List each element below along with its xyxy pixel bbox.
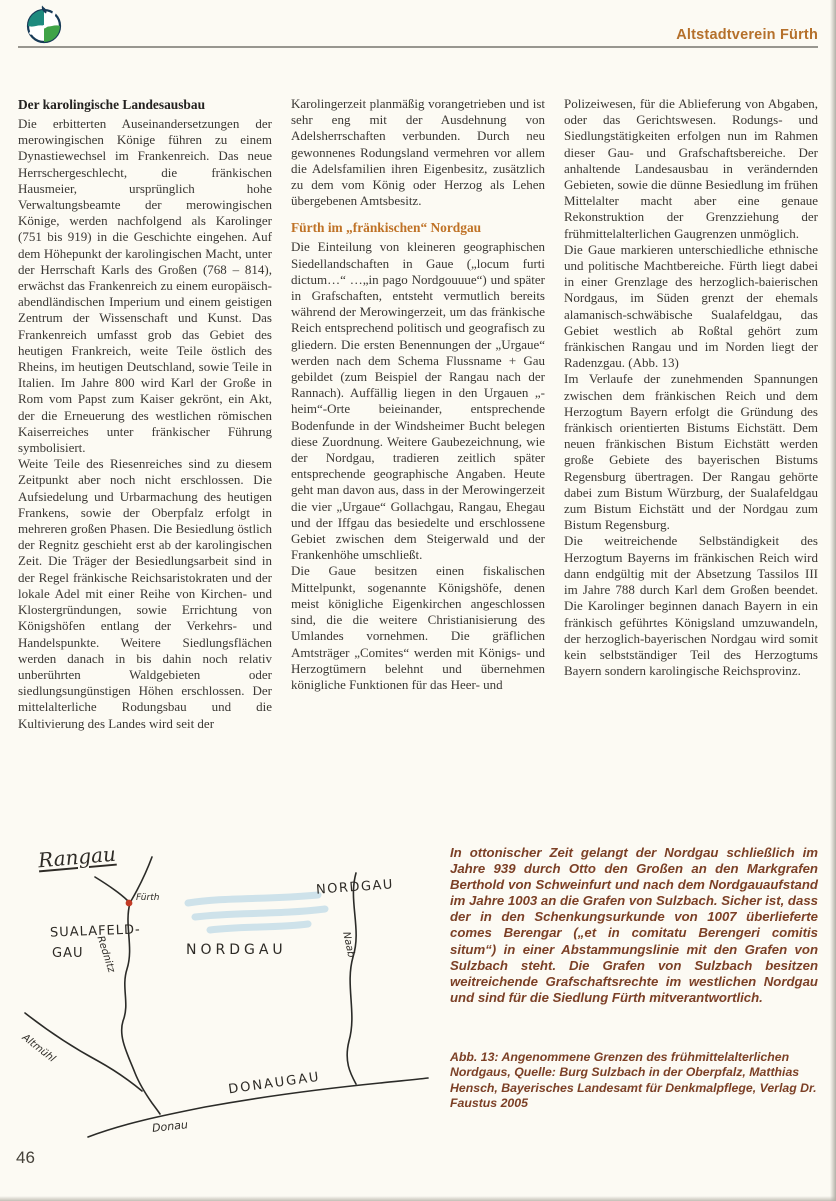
column-2 [291, 96, 545, 844]
figure-section [0, 841, 836, 1175]
body-paragraph: Weite Teile des Riesenreiches sind zu diesem Zeitpunkt aber noch nicht erschlossen. Die Aufsiedelung und Urbarmachung des heutigen Frankens, sowie der Oberpfalz erfolgt in mehreren großen Phasen. Die Besiedlung östlich der Regnitz geschieht erst ab der karolingischen Zeit. Die Träger der Besiedlungsarbeit sind in der Regel fränkische Reichsaristokraten und der lokale Adel mit einer Reihe von Kirchen- und Klostergründungen, sowie Errichtung von Königshöfen entlang der Verkehrs- und Handelspunkte. Weitere Siedlungsflächen werden danach in bis dahin noch relativ unberührten Waldgebieten oder siedlungsungünstigen Höhen erschlossen. Der mittelalterliche Rodungsbau und die Kultivierung des Landes wird seit der [18, 456, 272, 731]
page-header [0, 0, 836, 48]
historical-note: In ottonischer Zeit gelangt der Nordgau schließlich im Jahre 939 durch Otto den Großen an den Markgrafen Berthold von Schweinfurt und nach dem Nordgauaufstand im Jahre 1003 an die Grafen von Sulzbach. Sicher ist, dass der in den Schenkungsurkunde von 1007 überlieferte comes Berengar („et in comitatu Berengeri comitis situm“) in einer Abstammungslinie mit den Grafen von Sulzbach steht. Die Grafen von Sulzbach besitzen weitreichende Grafschaftsrechte im westlichen Nordgau und sind für die Siedlung Fürth mitverantwortlich. [450, 845, 818, 1005]
column-3 [564, 96, 818, 844]
section-heading-nordgau: Fürth im „fränkischen“ Nordgau [291, 220, 482, 236]
section-heading-landesausbau: Der karolingische Landesausbau [18, 97, 206, 112]
fuerth-marker-dot [126, 900, 133, 907]
river-label-rednitz: Rednitz [94, 934, 117, 974]
hand-drawn-map [20, 841, 440, 1175]
column-1 [18, 96, 272, 844]
logo-graphic [22, 4, 66, 46]
figure-sidebar [440, 845, 836, 1175]
map-figure [19, 841, 440, 1175]
river-label-altmuehl: Altmühl [19, 1032, 58, 1065]
map-label-donaugau: DONAUGAU [227, 1069, 322, 1098]
body-paragraph: Polizeiwesen, für die Ablieferung von Abgaben, oder das Gerichtswesen. Rodungs- und Siedlungstätigkeiten erfolgen nun im Rahmen dieser Gau- und Grafschaftsbereiche. Der anhaltende Landesausbau in verändernden Gebieten, sowie die dünne Besiedlung im frühen Mittelalter macht aber eine genaue Rekonstruktion der Grenzziehung der frühmittelalterlichen Gaugrenzen unmöglich. [564, 96, 818, 241]
altstadtverein-logo-icon [22, 4, 66, 46]
body-paragraph: Die Einteilung von kleineren geographischen Siedellandschaften in Gaue („locum furti dictum…“ …„in pago Nordgouuue“) und später in Grafschaften, entsteht vermutlich bereits während der Merowingerzeit, um das fränkische Reich entsprechend politisch und geografisch zu gliedern. Die ersten Benennungen der „Urgaue“ werden nach dem Schema Flussname + Gau gebildet (zum Beispiel der Rangau nach der Rannach). Auffällig liegen in den Urgauen „-heim“-Orte beieinander, entsprechende Bodenfunde in der Windsheimer Bucht belegen diese Zuordnung. Weitere Gaubezeichnung, wie der Nordgau, tradieren zeitlich später entsprechende geographische Angaben. Heute geht man davon aus, dass in der Merowingerzeit die vier „Urgaue“ Gollachgau, Rangau, Ehegau und der Iffgau das besiedelte und erschlossene Gebiet zwischen dem Steigerwald und der Frankenhöhe umschließt. [291, 239, 545, 563]
map-label-sualafeldgau-line2: GAU [52, 946, 84, 961]
map-label-fuerth: Fürth [136, 893, 160, 903]
map-label-nordgau-center: NORDGAU [186, 942, 287, 958]
river-label-naab: Naab [340, 930, 357, 959]
body-paragraph: Im Verlaufe der zunehmenden Spannungen zwischen dem fränkischen Reich und dem Herzogtum Bayern erfolgt die Gründung des fränkisch orientierten Bistums Eichstätt. Dem neuen fränkischen Bistum Eichstätt werden große Gebiete des bayerischen Bistums Regensburg übertragen. Der Rangau gehörte dabei zum Bistum Würzburg, der Sualafeldgau zum Bistum Eichstätt und der Nordgau zum Bistum Regensburg. [564, 371, 818, 533]
map-label-sualafeldgau-line1: SUALAFELD- [49, 922, 141, 941]
river-branch-west [95, 877, 128, 901]
header-divider [18, 46, 818, 48]
body-paragraph: Die weitreichende Selbständigkeit des Herzogtum Bayerns im fränkischen Reich wird dann endgültig mit der Absetzung Tassilos III im Jahre 788 durch Karl dem Großen beendet. Die Karolinger beginnen danach Bayern in ein fränkisch geführtes Königsland umzuwandeln, der herzoglich-bayerischen Nordgau wird somit kein selbstständiger Teil des Herzogtums Bayern sondern karolingische Reichsprovinz. [564, 533, 818, 679]
article-body [0, 48, 836, 844]
map-label-rangau: Rangau [37, 841, 117, 873]
body-paragraph: Die Gaue markieren unterschiedliche ethnische und politische Machtbereiche. Fürth liegt dabei in einer Grenzlage des herzoglich-baierischen Nordgaus, im Süden grenzt der ehemals alamanisch-schwäbische Sualafeldgau, das Gebiet westlich ab Roßtal gehört zum fränkischen Rangau und im Norden liegt der Radenzgau. (Abb. 13) [564, 241, 818, 371]
river-naab [347, 873, 356, 1084]
publication-title: Altstadtverein Fürth [676, 27, 818, 43]
water-shading [188, 895, 325, 930]
figure-caption: Abb. 13: Angenommene Grenzen des frühmittelalterlichen Nordgaus, Quelle: Burg Sulzbach in der Oberpfalz, Matthias Hensch, Bayerisches Landesamt für Denkmalpflege, Verlag Dr. Faustus 2005 [450, 1049, 817, 1111]
body-paragraph: Die Gaue besitzen einen fiskalischen Mittelpunkt, sogenannte Königshöfe, denen meist königliche Eigenkirchen angeschlossen sind, die die weitere Christianisierung des Umlandes vornehmen. Die gräflichen Amtsträger „Comites“ werden mit Königs- und Herzogtümern belehnt und übernehmen königliche Funktionen für das Heer- und [291, 563, 545, 692]
body-paragraph: Karolingerzeit planmäßig vorangetrieben und ist sehr eng mit der Ausdehnung von Adelsherrschaften verbunden. Durch neu gewonnenes Rodungsland vermehren vor allem die Adelsfamilien ihren Eigenbesitz, zusätzlich zu dem vom König oder Herzog als Lehen übergebenen Amtsbesitz. [291, 96, 545, 209]
map-label-nordgau-east: NORDGAU [315, 877, 395, 898]
river-label-donau: Donau [151, 1118, 189, 1135]
body-paragraph: Die erbitterten Auseinandersetzungen der merowingischen Könige führen zu einem Dynastiewechsel im Frankenreich. Das neue Herrschergeschlecht, die fränkischen Hausmeier, ursprünglich hohe Verwaltungsbeamte der merowingischen Könige, werden nachfolgend als Karolinger (751 bis 919) in die Geschichte eingehen. Auf dem Höhepunkt der karolingischen Macht, unter der Herrschaft Karls des Großen (768 – 814), erwächst das Frankenreich zu einem europäisch-abendländischen Imperium und einem geistigen Zentrum der Wissenschaft und Kunst. Das Frankenreich umfasst grob das Gebiet des heutigen Frankreich, weite Teile östlich des Rheins, im heutigen Deutschland, sowie Teile in Italien. Im Jahre 800 wird Karl der Große in Rom vom Papst zum Kaiser gekrönt, ein Akt, der die Erneuerung des westlichen römischen Kaiserreiches unter fränkischer Führung symbolisiert. [18, 116, 272, 456]
page-number: 46 [16, 1148, 35, 1167]
